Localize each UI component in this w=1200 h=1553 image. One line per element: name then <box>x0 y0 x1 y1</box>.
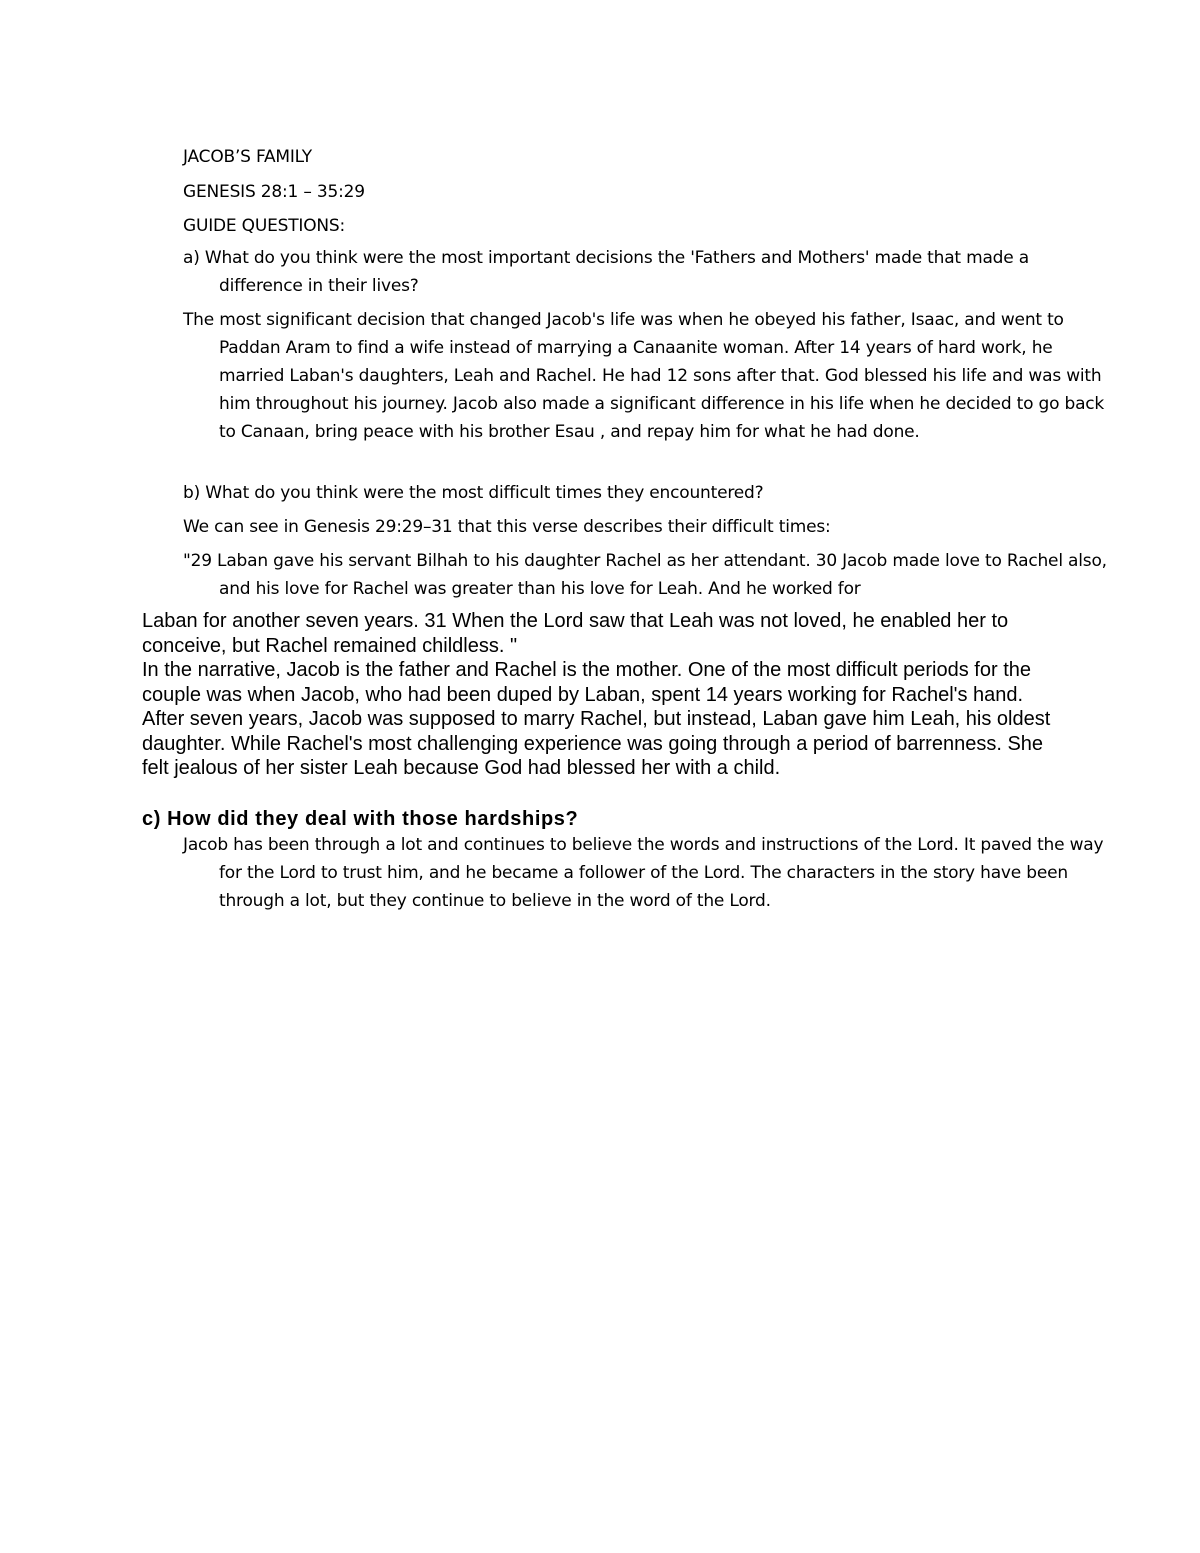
answer-b-intro: We can see in Genesis 29:29–31 that this verse describes their difficult times: <box>183 517 831 537</box>
guide-questions-label: GUIDE QUESTIONS: <box>183 216 346 236</box>
answer-c: Jacob has been through a lot and continues to believe the words and instructions of the Lord. It paved the way for the Lord to trust him, and he became a follower of the Lord. The characters in the story have been through a lot, but they continue to believe in the word of the Lord. <box>183 835 1104 911</box>
scripture-quote-part2: Laban for another seven years. 31 When the Lord saw that Leah was not loved, he enabled her to conceive, but Rachel remained childless. " <box>142 610 1009 657</box>
answer-a: The most significant decision that changed Jacob's life was when he obeyed his father, Isaac, and went to Paddan Aram to find a wife instead of marrying a Canaanite woman. After 14 years of hard work, he married Laban's daughters, Leah and Rachel. He had 12 sons after that. God blessed his life and was with him throughout his journey. Jacob also made a significant difference in his life when he decided to go back to Canaan, bring peace with his brother Esau , and repay him for what he had done. <box>183 310 1105 442</box>
scripture-reference: GENESIS 28:1 – 35:29 <box>183 182 365 202</box>
document-title: JACOB’S FAMILY <box>183 147 312 167</box>
scripture-quote-part1: "29 Laban gave his servant Bilhah to his daughter Rachel as her attendant. 30 Jacob made love to Rachel also, and his love for Rachel was greater than his love for Leah. And he worked for <box>183 551 1107 599</box>
narrative-paragraph: In the narrative, Jacob is the father and Rachel is the mother. One of the most difficult periods for the couple was when Jacob, who had been duped by Laban, spent 14 years working for Rachel's hand. After seven years, Jacob was supposed to marry Rachel, but instead, Laban gave him Leah, his oldest daughter. While Rachel's most challenging experience was going through a period of barrenness. She felt jealous of her sister Leah because God had blessed her with a child. <box>142 659 1051 779</box>
question-b: b) What do you think were the most difficult times they encountered? <box>183 483 764 503</box>
question-c: c) How did they deal with those hardships? <box>142 808 579 830</box>
question-a: a) What do you think were the most important decisions the 'Fathers and Mothers' made that made a difference in their lives? <box>183 248 1029 296</box>
